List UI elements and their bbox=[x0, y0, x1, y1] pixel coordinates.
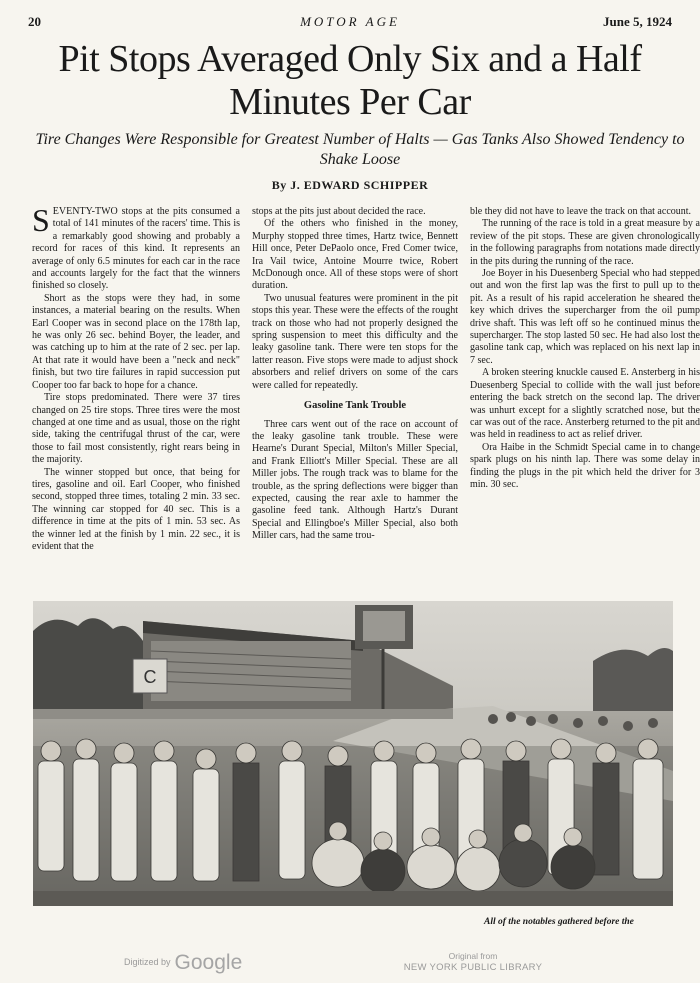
paragraph: ble they did not have to leave the track on that account. bbox=[470, 206, 692, 217]
paragraph: The running of the race is told in a great measure by a review of the pit stops. These are given chronologically in the following paragraphs from notations made directly in the pits during the running of the race. bbox=[470, 218, 700, 267]
paragraph: Tire stops predominated. There were 37 tires changed on 25 tire stops. Three tires were the most changed at one time and as usual, those on the right side, taking the centrifugal thrust of the car, were those to fail most consistently, right rears being in the majority. bbox=[32, 392, 240, 466]
group-photo-illustration bbox=[33, 601, 673, 906]
article-byline: By J. EDWARD SCHIPPER bbox=[271, 178, 429, 192]
digitized-by-label: Digitized by bbox=[124, 957, 171, 967]
running-head bbox=[28, 14, 672, 30]
page-number: 20 bbox=[28, 14, 41, 29]
photo-caption: All of the notables gathered before the bbox=[484, 917, 634, 927]
paragraph-text: EVENTY-TWO stops at the pits consumed a total of 141 minutes of the racers' time. This is a remarkably good showing and probably a record for races of this kind. It represents an average of only 6.5 minutes for each car in the race and accounts largely for the fact that the winners finished so closely. bbox=[32, 206, 240, 292]
library-name: NEW YORK PUBLIC LIBRARY bbox=[403, 962, 543, 973]
paragraph: Two unusual features were prominent in the pit stops this year. These were the effects of the rought track on those who had not properly designed the spring suspension to meet this difficulty and the leaky gasoline tank. There were ten stops for the latter reason. Five stops were made to adjust shock absorbers and relief drivers on some of the cars were called for repeatedly. bbox=[252, 292, 458, 391]
original-from-label: Original from bbox=[448, 951, 498, 961]
paragraph: Short as the stops were they had, in some instances, a material bearing on the results. When Earl Cooper was in second place on the 178th lap, he was only 26 sec. behind Boyer, the leader, and was catching up to him at the rate of 2 sec. per lap. At that rate it would have been a "neck and neck" finish, but two tire failures in rapid succession put Cooper too far back to hope for a chance. bbox=[32, 292, 240, 391]
article-deck: Tire Changes Were Responsible for Greatest Number of Halts — Gas Tanks Also Showed Tendency to Shake Loose bbox=[35, 131, 685, 168]
grandstand-sign-letter: C bbox=[143, 667, 157, 687]
original-source-credit bbox=[398, 950, 548, 974]
drop-cap: S bbox=[32, 202, 50, 238]
paragraph: A broken steering knuckle caused E. Ansterberg in his Duesenberg Special to collide with the wall just before entering the back stretch on the second lap. The driver was unhurt except for a slightly scratched nose, but the car was out of the race. Ansterberg returned to the pit and was held in readiness to act as relief driver. bbox=[470, 367, 700, 441]
text-column-1 bbox=[32, 202, 240, 594]
text-column-2 bbox=[252, 206, 458, 594]
magazine-name: MOTOR AGE bbox=[300, 14, 400, 29]
paragraph: Joe Boyer in his Duesenberg Special who had stepped out and won the first lap was the first to pull up to the pit. As a result of his rapid acceleration he sheared the key which drives the supercharger from the oil pump drive shaft. This was left off so he continued minus the supercharger. The stop lasted 50 sec. He had also lost the gasoline tank cap, which was replaced on his next lap in 7 sec. bbox=[470, 268, 700, 366]
paragraph: The winner stopped but once, that being for tires, gasoline and oil. Earl Cooper, who finished second, stopped three times, totaling 2 min. 33 sec. The winning car stopped for 40 sec. This is a difference in time at the pits of 1 min. 53 sec. As the winner led at the finish by 1 min. 22 sec., it is evident that the bbox=[32, 466, 240, 552]
google-logo: Google bbox=[174, 951, 243, 974]
text-column-3 bbox=[470, 206, 700, 594]
section-subhead: Gasoline Tank Trouble bbox=[303, 400, 407, 412]
paragraph: Of the others who finished in the money, Murphy stopped three times, Hartz twice, Bennett Hill once, Peter DePaolo once, Fred Comer twice, Ira Vail twice, Antoine Mourre twice, Robert McDonough once. All of these stops were of short duration. bbox=[252, 218, 458, 292]
group-photo bbox=[33, 601, 673, 906]
paragraph: Three cars went out of the race on account of the leaky gasoline tank trouble. These were Hearne's Durant Special, Milton's Miller Special, and Frank Elliott's Miller Special. These are all Miller jobs. The rough track was to blame for the trouble, as the spring deflections were bigger than expected, causing the rear axle to hammer the gasoline feed tank. Although Hartz's Durant Special and Ellingboe's Miller Special, also both Miller cars, had the same trou- bbox=[252, 418, 458, 542]
paragraph: Ora Haibe in the Schmidt Special came in to change spark plugs on his ninth lap. There was some delay in finding the plugs in the pit which held the driver for 3 min. 30 sec. bbox=[470, 441, 700, 490]
issue-date: June 5, 1924 bbox=[603, 14, 672, 29]
article-headline: Pit Stops Averaged Only Six and a Half Minutes Per Car bbox=[58, 38, 642, 123]
paragraph bbox=[32, 202, 240, 293]
paragraph: stops at the pits just about decided the race. bbox=[252, 206, 426, 217]
digitized-by-credit bbox=[124, 951, 242, 975]
